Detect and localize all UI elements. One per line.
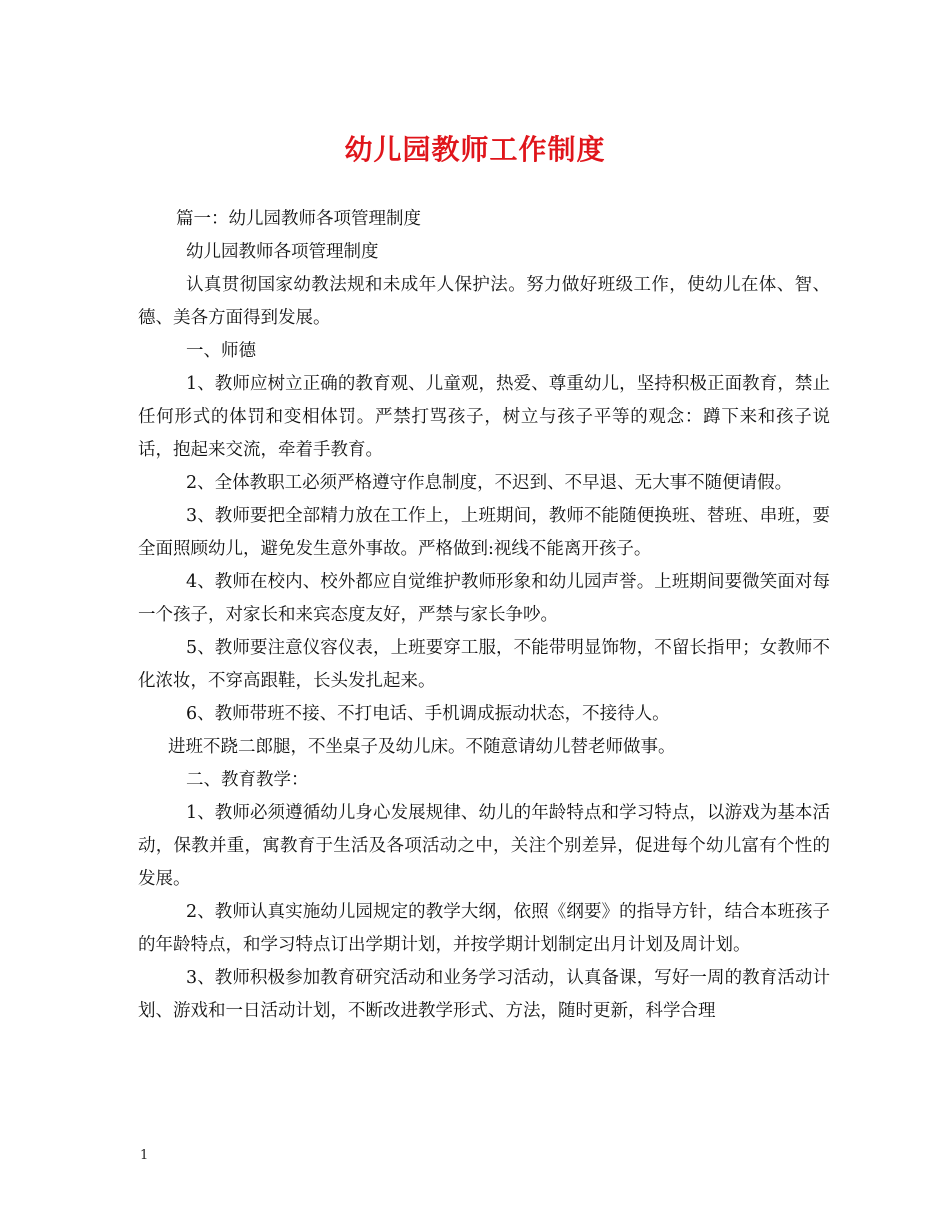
document-title: 幼儿园教师工作制度: [344, 133, 606, 166]
paragraph: 4、教师在校内、校外都应自觉维护教师形象和幼儿园声誉。上班期间要微笑面对每一个孩子，对家长和来宾态度友好，严禁与家长争吵。: [138, 572, 830, 625]
section-heading-ethics: 一、师德: [186, 341, 256, 361]
paragraph: 2、全体教职工必须严格遵守作息制度，不迟到、不早退、无大事不随便请假。: [186, 473, 793, 493]
paragraph: 进班不跷二郎腿，不坐桌子及幼儿床。不随意请幼儿替老师做事。: [168, 737, 676, 757]
paragraph: 1、教师必须遵循幼儿身心发展规律、幼儿的年龄特点和学习特点，以游戏为基本活动，保教并重，寓教育于生活及各项活动之中，关注个别差异，促进每个幼儿富有个性的发展。: [138, 803, 830, 889]
paragraph: 3、教师积极参加教育研究活动和业务学习活动，认真备课，写好一周的教育活动计划、游戏和一日活动计划，不断改进教学形式、方法，随时更新，科学合理: [138, 968, 830, 1021]
paragraph: 1、教师应树立正确的教育观、儿童观，热爱、尊重幼儿，坚持积极正面教育，禁止任何形式的体罚和变相体罚。严禁打骂孩子，树立与孩子平等的观念：蹲下来和孩子说话，抱起来交流，牵着手教育。: [138, 374, 830, 460]
page-number: 1: [140, 1148, 149, 1163]
section-heading-teaching: 二、教育教学：: [186, 770, 309, 790]
section-heading: 篇一：幼儿园教师各项管理制度: [176, 209, 421, 229]
paragraph: 6、教师带班不接、不打电话、手机调成振动状态，不接待人。: [186, 704, 670, 724]
paragraph: 3、教师要把全部精力放在工作上，上班期间，教师不能随便换班、替班、串班，要全面照顾幼儿，避免发生意外事故。严格做到:视线不能离开孩子。: [138, 506, 830, 559]
intro-paragraph: 认真贯彻国家幼教法规和未成年人保护法。努力做好班级工作，使幼儿在体、智、德、美各方面得到发展。: [138, 275, 830, 328]
document-body: [138, 203, 830, 1028]
paragraph: 5、教师要注意仪容仪表，上班要穿工服，不能带明显饰物，不留长指甲；女教师不化浓妆，不穿高跟鞋，长头发扎起来。: [138, 638, 830, 691]
paragraph: 2、教师认真实施幼儿园规定的教学大纲，依照《纲要》的指导方针，结合本班孩子的年龄特点，和学习特点订出学期计划，并按学期计划制定出月计划及周计划。: [138, 902, 830, 955]
subheading: 幼儿园教师各项管理制度: [186, 242, 379, 262]
